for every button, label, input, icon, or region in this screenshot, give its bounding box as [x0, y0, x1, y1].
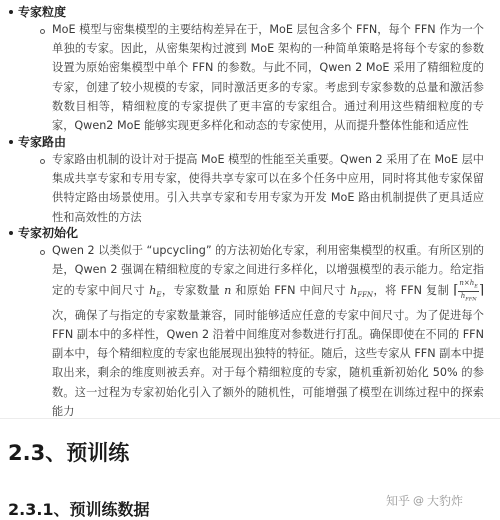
sub-bullet-icon	[40, 29, 45, 34]
math-h-e: $h_E$	[149, 284, 162, 300]
math-n: n	[224, 284, 232, 298]
watermark	[386, 492, 463, 509]
sub-bullet-icon	[40, 159, 45, 164]
section-text-expert-granularity: MoE 模型与密集模型的主要结构差异在于，MoE 层包含多个 FFN，每个 FFN 作为一个单独的专家。因此，从密集架构过渡到 MoE 架构的一种简单策略是将每个专家的参数设置为原始密集模型中单个 FFN 的参数。与此不同，Qwen 2 MoE 采用了精细粒度的专家，创建了较小规模的专家，同时激活更多的专家。考虑到专家参数的总量和激活参数数目相等，精细粒度的专家提供了更丰富的专家组合。通过利用这些精细粒度的专家，Qwen2 MoE 能够实现更多样化和动态的专家使用，从而提升整体性能和适应性	[52, 23, 484, 133]
heading-pretraining: 2.3、预训练	[8, 441, 130, 465]
ceil-close: ⌉	[478, 283, 485, 299]
section-title-expert-initialization: 专家初始化	[18, 226, 79, 240]
ceil-open: ⌈	[453, 283, 459, 299]
watermark-author: 大豹炸	[427, 494, 464, 508]
section-text-expert-initialization: Qwen 2 以类似于 “upcycling” 的方法初始化专家，利用密集模型的权重。有所区别的是，Qwen 2 强调在精细粒度的专家之间进行多样化，以增强模型的表示能力。给定指定的专家中间尺寸 $h_E$，专家数量 n 和原始 FFN 中间尺寸 $h_{FFN}$，将 FFN 复制 ⌈ $\frac{n\times h_E}{h_{FFN}}$ ⌉ 次，确保了与指定的专家数量兼容，同时能够适应任意的专家中间尺寸。为了促进每个 FFN 副本中的多样性，Qwen 2 沿着中间维度对参数进行打乱。确保即使在不同的 FFN 副本中，每个精细粒度的专家也能展现出独特的特征。随后，这些专家从 FFN 副本中提取出来，剩余的维度则被丢弃。对于每个精细粒度的专家，随机重新初始化 50% 的参数。这一过程为专家初始化引入了额外的随机性，可能增强了模型在训练过程中的探索能力	[52, 244, 485, 418]
sub-bullet-icon	[40, 250, 45, 255]
section-text-expert-routing: 专家路由机制的设计对于提高 MoE 模型的性能至关重要。Qwen 2 采用了在 MoE 层中集成共享专家和专用专家，使得共享专家可以在多个任务中应用，同时将其他专家保留供特定路由场景使用。引入共享专家和专用专家为开发 MoE 路由机制提供了更具适应性和高效性的方法	[52, 153, 484, 224]
section-title-expert-granularity: 专家粒度	[18, 5, 67, 19]
watermark-at: @	[413, 494, 425, 507]
math-fraction: $\frac{n\times h_E}{h_{FFN}}$	[459, 279, 478, 303]
math-h-ffn: $h_{FFN}$	[350, 284, 374, 300]
section-divider	[0, 418, 500, 419]
section-title-expert-routing: 专家路由	[18, 135, 67, 149]
heading-pretraining-data: 2.3.1、预训练数据	[8, 500, 150, 519]
watermark-prefix: 知乎	[386, 494, 411, 508]
